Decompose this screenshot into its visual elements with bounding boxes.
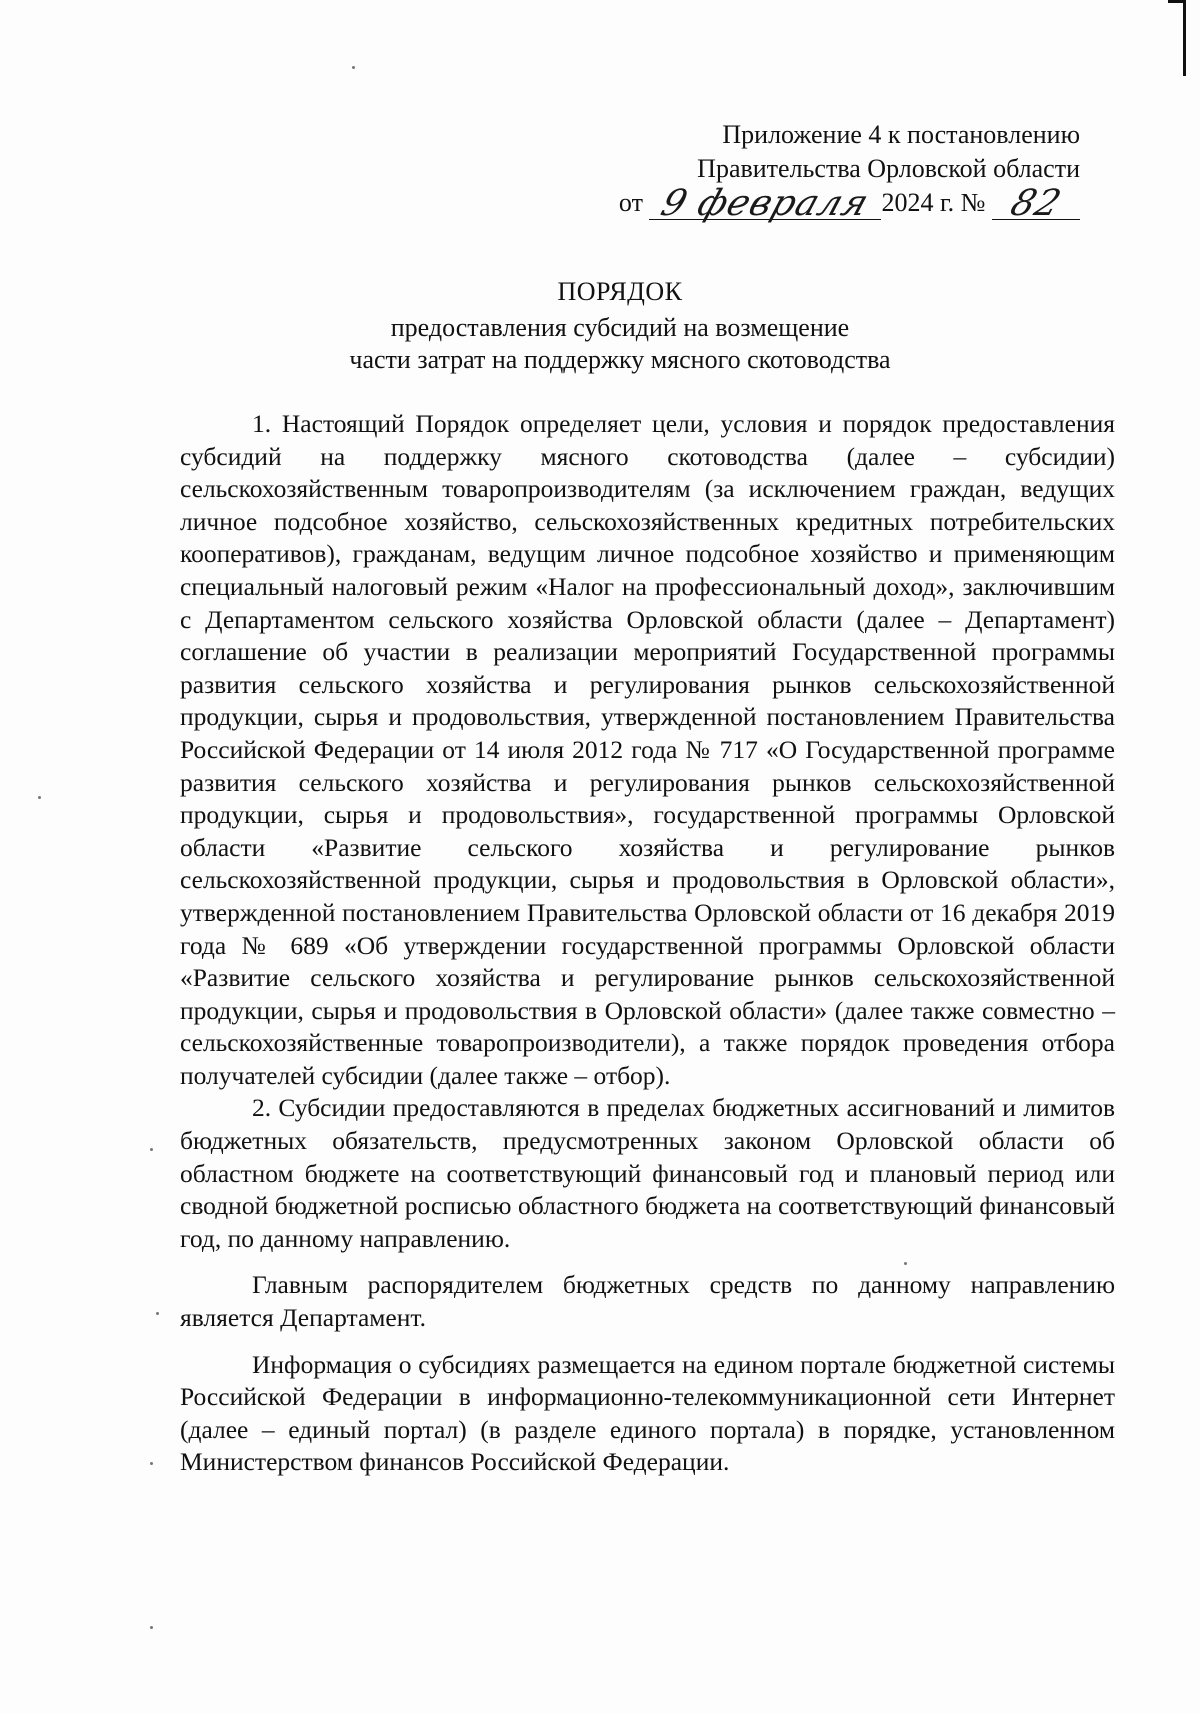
date-number-line [560, 183, 1080, 224]
scan-speck [150, 1626, 153, 1629]
handwritten-date: 9 февраля [656, 183, 875, 224]
document-subtitle-line: предоставления субсидий на возмещение [390, 313, 850, 342]
paragraph-1: 1. Настоящий Порядок определяет цели, условия и порядок предоставления субсидий на поддержку мясного скотоводства (далее – субсидии) сельскохозяйственным товаропроизводителям (за исключением граждан, ведущих личное подсобное хозяйство, сельскохозяйственных кредитных потребительских кооперативов), гражданам, ведущим личное подсобное хозяйство и применяющим специальный налоговый режим «Налог на профессиональный доход», заключившим с Департаментом сельского хозяйства Орловской области (далее – Департамент) соглашение об участии в реализации мероприятий Государственной программы развития сельского хозяйства и регулирования рынков сельскохозяйственной продукции, сырья и продовольствия, утвержденной постановлением Правительства Российской Федерации от 14 июля 2012 года № 717 «О Государственной программе развития сельского хозяйства и регулирования рынков сельскохозяйственной продукции, сырья и продовольствия», государственной программы Орловской области «Развитие сельского хозяйства и регулирование рынков сельскохозяйственной продукции, сырья и продовольствия в Орловской области», утвержденной постановлением Правительства Орловской области от 16 декабря 2019 года № 689 «Об утверждении государственной программы Орловской области «Развитие сельского хозяйства и регулирование рынков сельскохозяйственной продукции, сырья и продовольствия в Орловской области» (далее также совместно – сельскохозяйственные товаропроизводители), а также порядок проведения отбора получателей субсидии (далее также – отбор). [180, 409, 1115, 1090]
scan-speck [352, 66, 355, 69]
handwritten-number: 82 [1005, 183, 1067, 224]
government-line: Правительства Орловской области [697, 154, 1080, 183]
appendix-line: Приложение 4 к постановлению [722, 120, 1080, 149]
appendix-header [560, 118, 1080, 224]
scan-speck [150, 1462, 153, 1465]
year-number-label: 2024 г. № [881, 188, 986, 217]
document-subtitle-line: части затрат на поддержку мясного скотоводства [349, 345, 891, 374]
scan-speck [150, 1148, 153, 1151]
document-title-block [180, 276, 1060, 376]
paragraph-4: Информация о субсидиях размещается на едином портале бюджетной системы Российской Федерации в информационно-телекоммуникационной сети Интернет (далее – единый портал) (в разделе единого портала) в порядке, установленном Министерством финансов Российской Федерации. [180, 1349, 1115, 1477]
date-field [649, 183, 881, 224]
date-prefix: от [618, 188, 643, 217]
scan-speck [38, 796, 41, 799]
number-field [992, 183, 1080, 224]
scan-edge-mark-vertical [1183, 0, 1186, 76]
paragraph-2: 2. Субсидии предоставляются в пределах бюджетных ассигнований и лимитов бюджетных обязательств, предусмотренных законом Орловской области об областном бюджете на соответствующий финансовый год и плановый период или сводной бюджетной росписью областного бюджета на соответствующий финансовый год, по данному направлению. [180, 1093, 1115, 1253]
document-body [180, 408, 1115, 1479]
paragraph-3: Главным распорядителем бюджетных средств по данному направлению является Департамент. [180, 1270, 1115, 1333]
scan-speck [156, 1312, 159, 1315]
document-title: ПОРЯДОК [557, 277, 683, 306]
